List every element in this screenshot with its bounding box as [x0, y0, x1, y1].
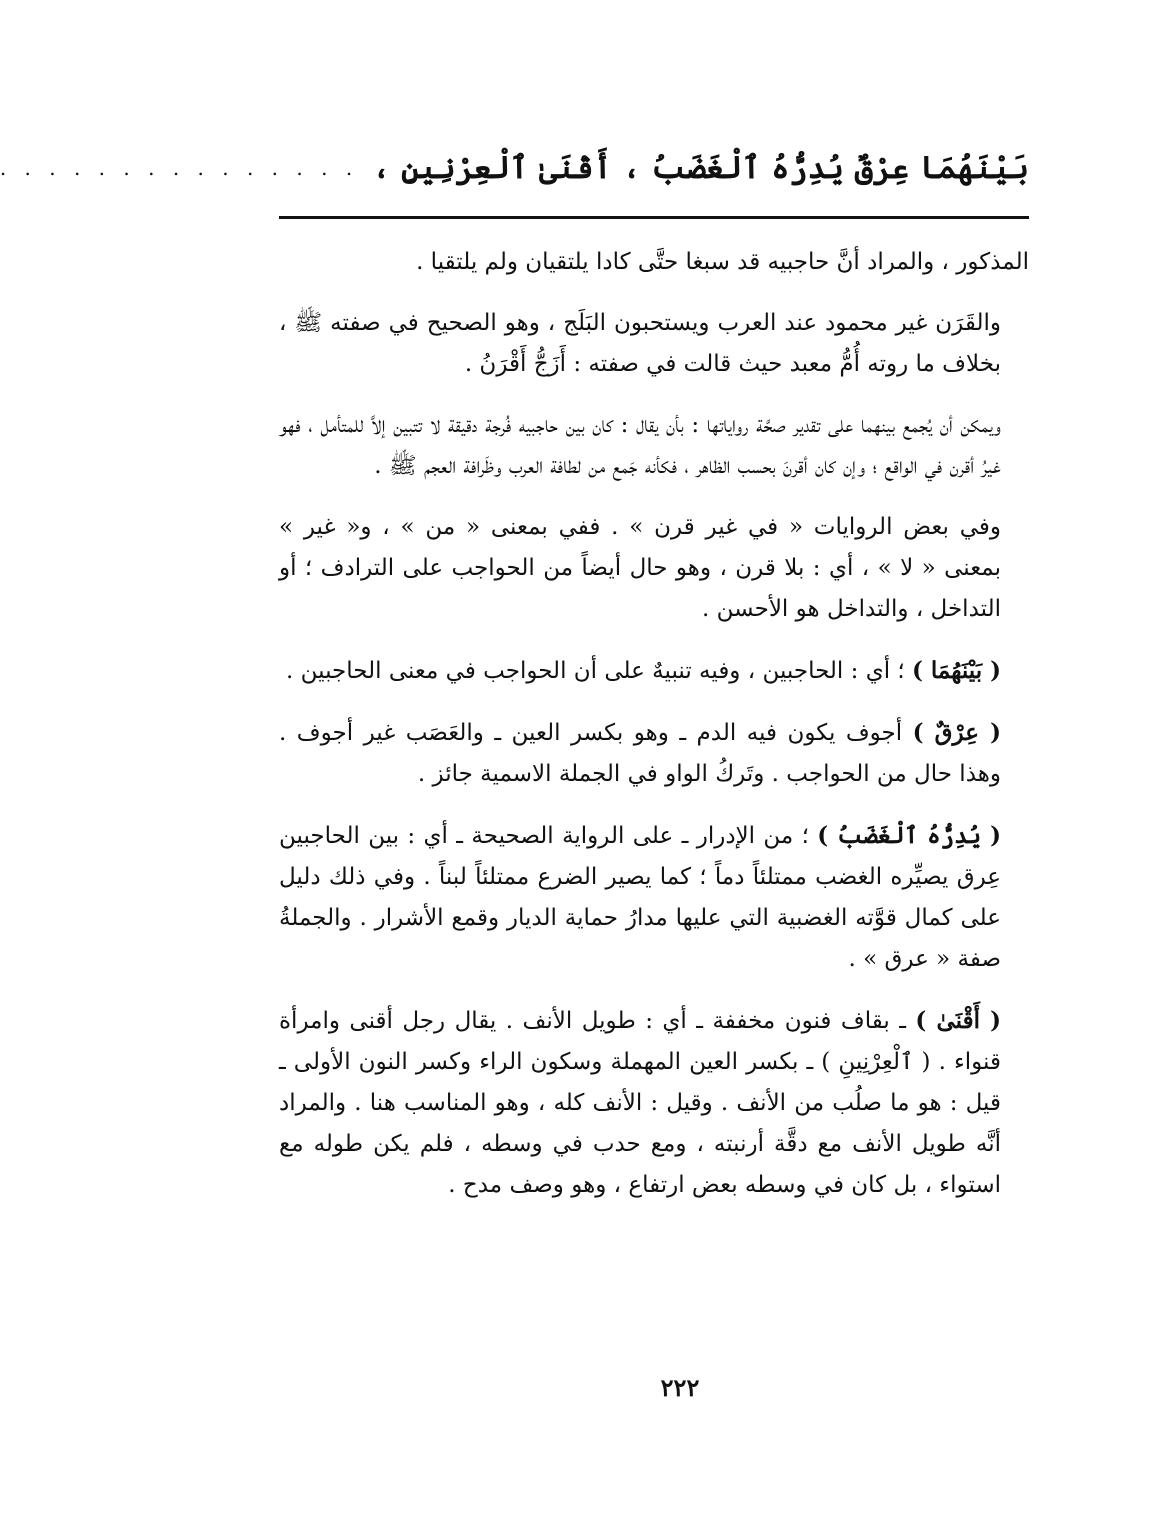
running-header [0, 138, 1029, 198]
lemma-heading: ( يُدِرُّهُ ٱلْغَضَبُ ) [817, 822, 1001, 849]
paragraph-text: ؛ من الإدرار ـ على الرواية الصحيحة ـ أي : بين الحاجبين عِرق يصيِّره الغضب ممتلئاً دماً ؛ كما يصير الضرع ممتلئاً لبناً . وفي ذلك دليل على كمال قوَّته الغضبية التي عليها مدارُ حماية الديار وقمع الأشرار . والجملةُ صفة « عرق » . [279, 823, 1001, 972]
paragraph-3 [279, 405, 1029, 487]
paragraph-5 [279, 650, 1029, 692]
paragraph-4 [279, 507, 1029, 630]
paragraph-1 [279, 242, 1029, 283]
commentary-body [279, 242, 1029, 1226]
paragraph-text: والقَرَن غير محمود عند العرب ويستحبون البَلَج ، وهو الصحيح في صفته ﷺ ، بخلاف ما روته أُمُّ معبد حيث قالت في صفته : أَزَجُّ أَقْرَنُ . [279, 310, 1001, 377]
header-rule [279, 216, 1029, 219]
lemma-heading: ( بَيْنَهُمَا ) [912, 657, 1001, 684]
paragraph-6 [279, 712, 1029, 795]
paragraph-text: وفي بعض الروايات « في غير قرن » . ففي بمعنى « من » ، و« غير » بمعنى « لا » ، أي : بلا قرن ، وهو حال أيضاً من الحواجب على الترادف ؛ أو التداخل ، والتداخل هو الأحسن . [279, 514, 1001, 622]
paragraph-7 [279, 815, 1029, 980]
page-number: ٢٢٢ [660, 1373, 700, 1402]
header-verse: بَيْنَهُمَا عِرْقٌ يُدِرُّهُ ٱلْغَضَبُ ، أَقْنَىٰ ٱلْعِرْنِينِ ، [372, 150, 1029, 186]
lemma-heading: ( أَقْنَىٰ ) [915, 1007, 1001, 1034]
paragraph-8 [279, 1000, 1029, 1206]
paragraph-text: ـ بقاف فنون مخففة ـ أي : طويل الأنف . يقال رجل أقنى وامرأة قنواء . ( ٱلْعِرْنِينِ ) ـ بكسر العين المهملة وسكون الراء وكسر النون الأولى ـ قيل : هو ما صلُب من الأنف . وقيل : الأنف كله ، وهو المناسب هنا . والمراد أنَّه طويل الأنف مع دقَّة أرنبته ، ومع حدب في وسطه ، فلم يكن طوله مع استواء ، بل كان في وسطه بعض ارتفاع ، وهو وصف مدح . [279, 1008, 1001, 1198]
paragraph-text: المذكور ، والمراد أنَّ حاجبيه قد سبغا حتَّى كادا يلتقيان ولم يلتقيا . [416, 249, 1029, 275]
paragraph-text: ويمكن أن يُجمع بينهما على تقدير صحَّة رواياتها : بأن يقال : كان بين حاجبيه فُرجة دقيقة لا تتبين إلاَّ للمتأمل ، فهو غيرُ أقرن في الواقع ؛ وإن كان أقرنَ بحسب الظاهر ، فكأنه جَمع من لطافة العرب وظَرافة العجم ﷺ . [279, 412, 1001, 479]
paragraph-text: ؛ أي : الحاجبين ، وفيه تنبيهٌ على أن الحواجب في معنى الحاجبين . [286, 658, 913, 684]
lemma-heading: ( عِرْقٌ ) [912, 719, 1001, 746]
paragraph-2 [279, 303, 1029, 385]
header-dots: . . . . . . . . . . . . . . . [0, 156, 359, 180]
paragraph-text: أجوف يكون فيه الدم ـ وهو بكسر العين ـ والعَصَب غير أجوف . وهذا حال من الحواجب . وتَركُ الواو في الجملة الاسمية جائز . [279, 720, 1001, 787]
